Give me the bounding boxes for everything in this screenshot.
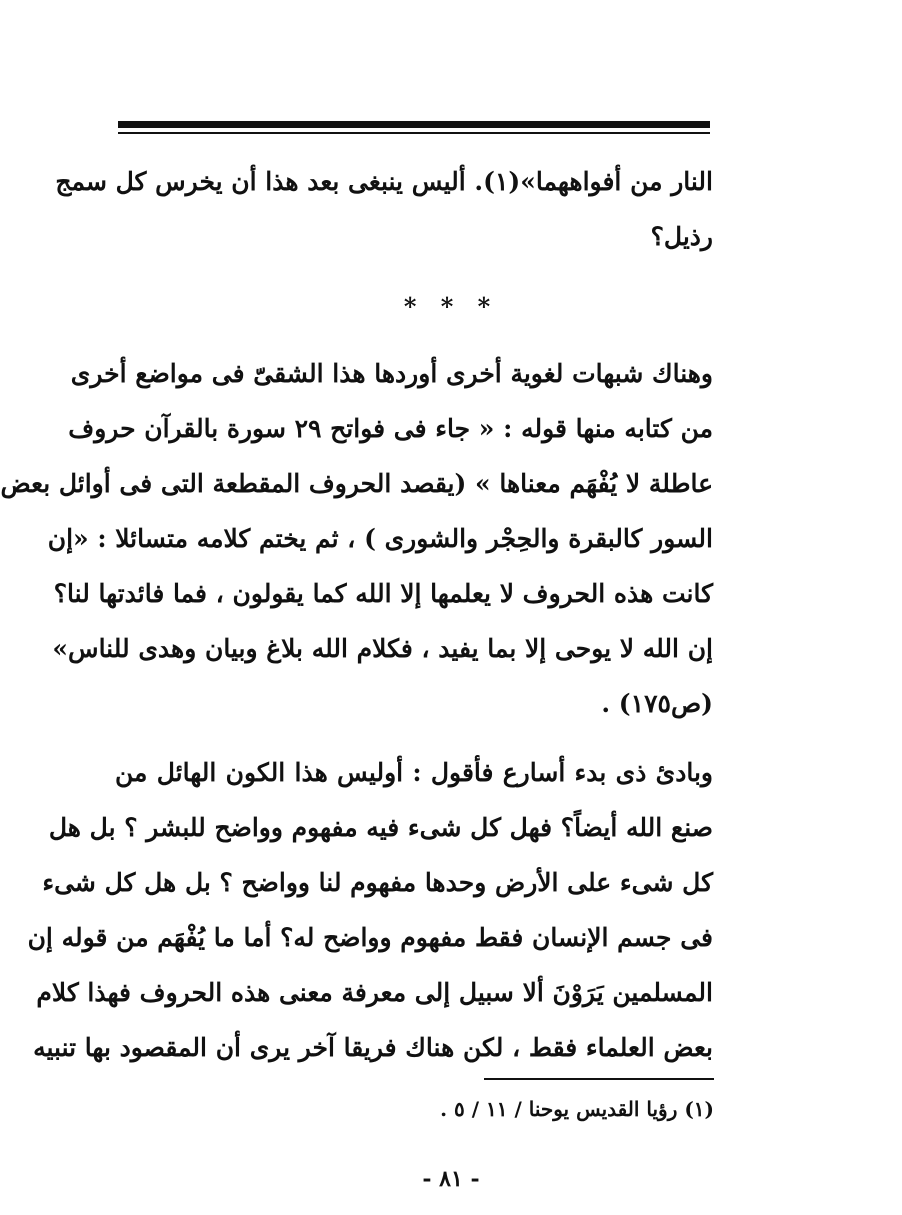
text-line: عاطلة لا يُفْهَم معناها » (يقصد الحروف المقطعة التى فى أوائل بعض: [0, 469, 713, 498]
text-line: النار من أفواههما»(١). أليس ينبغى بعد هذا أن يخرس كل سمج: [55, 167, 713, 196]
text-line: المسلمين يَرَوْنَ ألا سبيل إلى معرفة معنى هذه الحروف فهذا كلام: [36, 978, 713, 1007]
paragraph-2: [0, 346, 713, 731]
text-line: بعض العلماء فقط ، لكن هناك فريقا آخر يرى أن المقصود بها تنبيه: [33, 1033, 713, 1062]
header-rule-thin: [118, 132, 710, 134]
text-line: رذيل؟: [650, 222, 713, 251]
paragraph-3: [27, 745, 713, 1075]
text-line: إن الله لا يوحى إلا بما يفيد ، فكلام الله بلاغ وبيان وهدى للناس»: [52, 634, 713, 663]
text-line: كانت هذه الحروف لا يعلمها إلا الله كما يقولون ، فما فائدتها لنا؟: [53, 579, 713, 608]
text-line: من كتابه منها قوله : « جاء فى فواتح ٢٩ سورة بالقرآن حروف: [68, 414, 713, 443]
text-line: صنع الله أيضاً؟ فهل كل شىء فيه مفهوم وواضح للبشر ؟ بل هل: [48, 813, 713, 842]
paragraph-1: [55, 154, 713, 264]
section-divider: * * *: [403, 292, 499, 321]
text-line: (ص١٧٥) .: [601, 689, 713, 718]
text-line: كل شىء على الأرض وحدها مفهوم لنا وواضح ؟ بل هل كل شىء: [42, 868, 713, 897]
header-rule-thick: [118, 121, 710, 128]
footnote-separator: [484, 1078, 714, 1080]
text-line: وبادئ ذى بدء أسارع فأقول : أوليس هذا الكون الهائل من: [115, 758, 713, 787]
text-line: وهناك شبهات لغوية أخرى أوردها هذا الشقىّ فى مواضع أخرى: [70, 359, 713, 388]
text-line: فى جسم الإنسان فقط مفهوم وواضح له؟ أما ما يُفْهَم من قوله إن: [27, 923, 713, 952]
page-number: - ٨١ -: [422, 1166, 480, 1192]
footnote: (١) رؤيا القديس يوحنا / ١١ / ٥ .: [440, 1097, 714, 1121]
text-line: السور كالبقرة والحِجْر والشورى ) ، ثم يختم كلامه متسائلا : «إن: [47, 524, 713, 553]
